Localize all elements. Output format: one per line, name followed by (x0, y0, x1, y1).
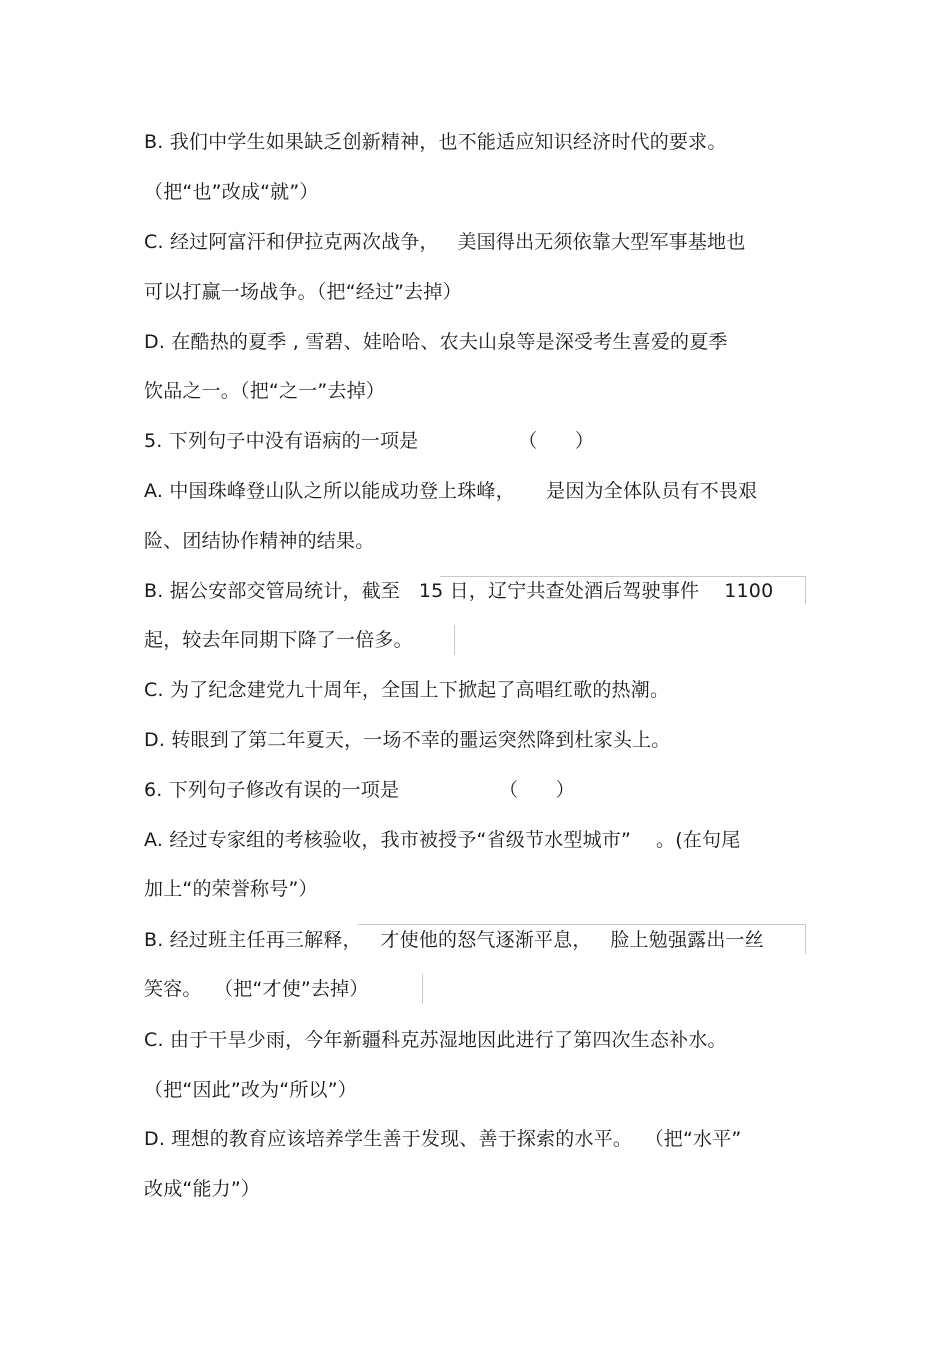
q5-option-a-line2: 险、团结协作精神的结果。 (144, 530, 375, 552)
q6-question: 6. 下列句子修改有误的一项是 （ ） (144, 779, 575, 801)
q5-question: 5. 下列句子中没有语病的一项是 （ ） (144, 430, 595, 452)
q4-option-d-line2: 饮品之一。（把“之一”去掉） (144, 380, 385, 402)
q5-option-b-line1: B. 据公安部交管局统计，截至 15 日，辽宁共查处酒后驾驶事件 1100 (144, 580, 774, 602)
q6-option-a-line1: A. 经过专家组的考核验收，我市被授予“省级节水型城市” 。(在句尾 (144, 829, 741, 851)
q5-option-d: D. 转眼到了第二年夏天，一场不幸的噩运突然降到杜家头上。 (144, 729, 671, 751)
q6-option-b-line1: B. 经过班主任再三解释， 才使他的怒气逐渐平息， 脸上勉强露出一丝 (144, 929, 764, 951)
q4-option-b-line2: （把“也”改成“就”） (144, 181, 319, 203)
text-frame-border (358, 924, 806, 925)
q5-option-c: C. 为了纪念建党九十周年，全国上下掀起了高唱红歌的热潮。 (144, 679, 670, 701)
text-frame-border (805, 576, 806, 604)
q5-option-b-line2: 起，较去年同期下降了一倍多。 (144, 629, 413, 651)
q4-option-c-line2: 可以打赢一场战争。（把“经过”去掉） (144, 281, 462, 303)
q4-option-c-line1: C. 经过阿富汗和伊拉克两次战争， 美国得出无须依靠大型军事基地也 (144, 231, 746, 253)
q6-option-d-line2: 改成“能力”） (144, 1178, 261, 1200)
q6-option-d-line1: D. 理想的教育应该培养学生善于发现、善于探索的水平。 （把“水平” (144, 1128, 742, 1150)
text-frame-border (454, 625, 455, 655)
q4-option-d-line1: D. 在酷热的夏季 , 雪碧、娃哈哈、农夫山泉等是深受考生喜爱的夏季 (144, 331, 728, 353)
q6-option-a-line2: 加上“的荣誉称号”） (144, 878, 318, 900)
text-frame-border (805, 924, 806, 954)
q6-option-c-line2: （把“因此”改为“所以”） (144, 1079, 357, 1101)
q4-option-b-line1: B. 我们中学生如果缺乏创新精神，也不能适应知识经济时代的要求。 (144, 131, 727, 153)
q6-option-b-line2: 笑容。 （把“才使”去掉） (144, 978, 369, 1000)
q6-option-c-line1: C. 由于干旱少雨，今年新疆科克苏湿地因此进行了第四次生态补水。 (144, 1029, 727, 1051)
text-frame-border (422, 974, 423, 1004)
q5-option-a-line1: A. 中国珠峰登山队之所以能成功登上珠峰， 是因为全体队员有不畏艰 (144, 480, 758, 502)
